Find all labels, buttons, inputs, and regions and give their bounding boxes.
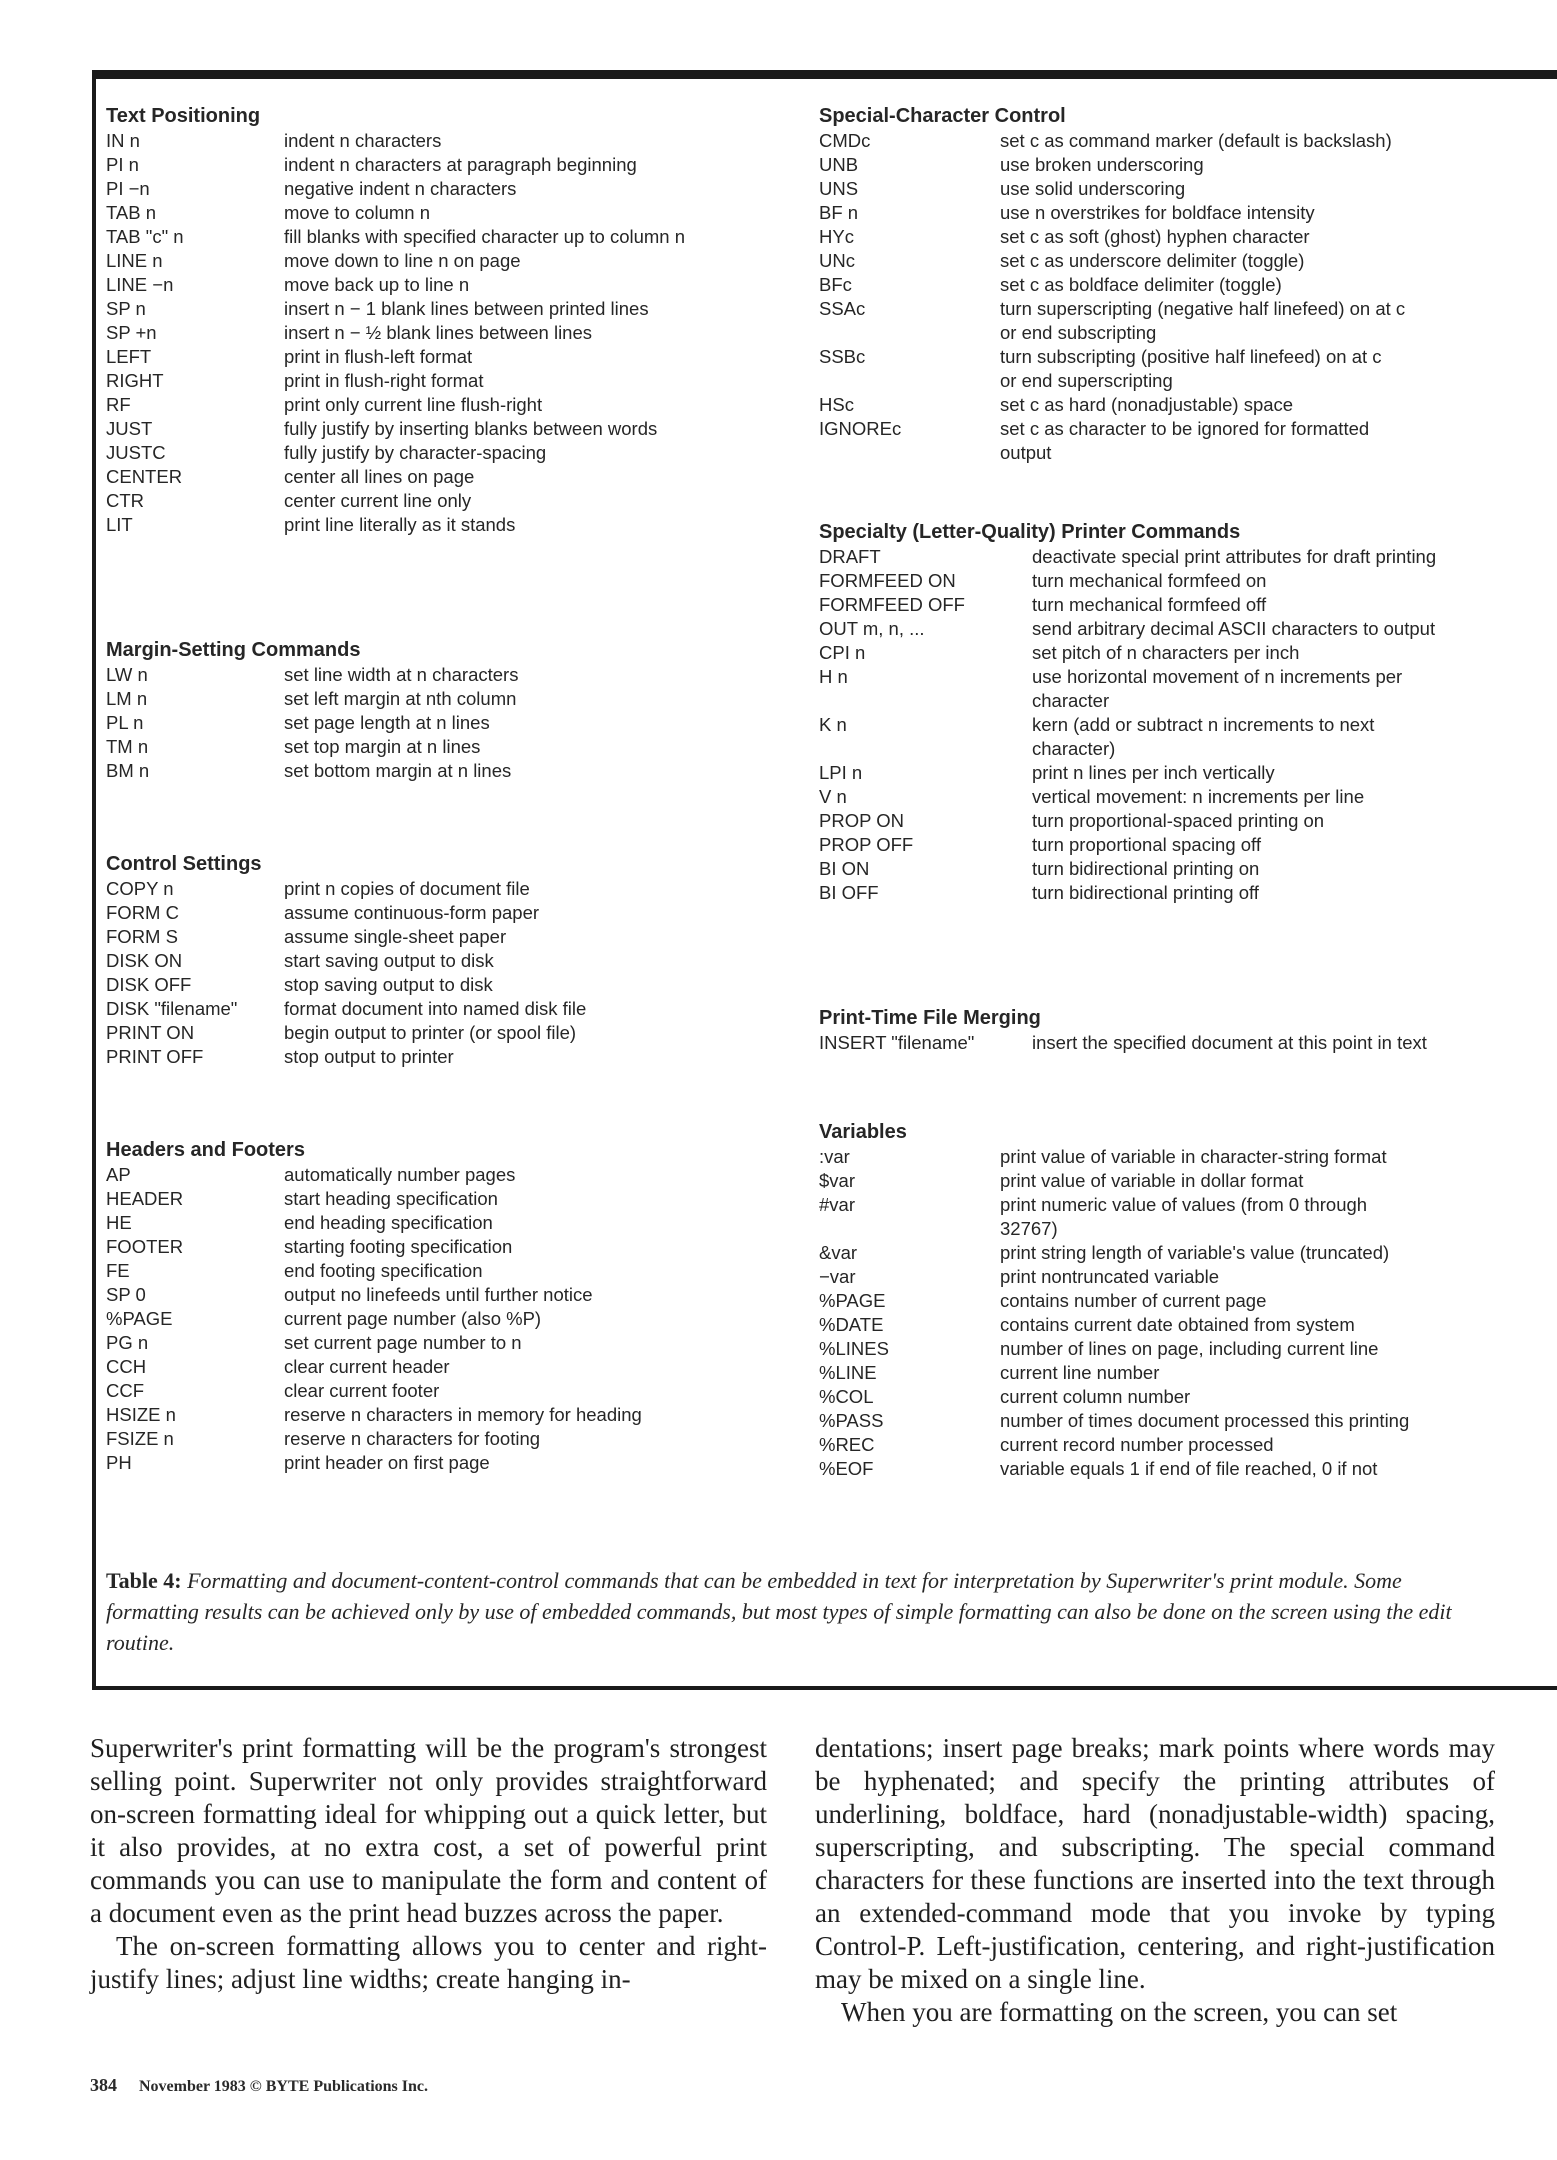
command-name: LM n — [106, 688, 148, 709]
command-description: indent n characters at paragraph beginning — [284, 154, 637, 175]
command-name: SP n — [106, 298, 146, 319]
command-row — [106, 1187, 806, 1211]
command-name: LPI n — [819, 762, 863, 783]
command-row — [819, 1169, 1557, 1193]
command-row — [819, 1193, 1557, 1217]
command-row — [819, 785, 1557, 809]
command-description: or end subscripting — [1000, 322, 1157, 343]
section-text-positioning — [106, 103, 806, 537]
command-name: K n — [819, 714, 847, 735]
command-name: UNS — [819, 178, 859, 199]
footer-credit: November 1983 © BYTE Publications Inc. — [139, 2078, 429, 2095]
command-row — [106, 1021, 806, 1045]
command-name: FOOTER — [106, 1236, 184, 1257]
command-name: PRINT ON — [106, 1022, 195, 1043]
command-name: CPI n — [819, 642, 866, 663]
command-description: print in flush-left format — [284, 346, 473, 367]
command-name: CMDc — [819, 130, 871, 151]
command-description: current column number — [1000, 1386, 1191, 1407]
command-row — [106, 877, 806, 901]
command-name: IGNOREc — [819, 418, 902, 439]
command-name: CTR — [106, 490, 145, 511]
command-name: RIGHT — [106, 370, 164, 391]
command-row — [106, 393, 806, 417]
command-row — [819, 1241, 1557, 1265]
command-description: variable equals 1 if end of file reached, 0 if not — [1000, 1458, 1378, 1479]
command-row — [106, 273, 806, 297]
command-name: FORMFEED OFF — [819, 594, 965, 615]
command-description: current line number — [1000, 1362, 1160, 1383]
command-row — [819, 641, 1557, 665]
command-description: or end superscripting — [1000, 370, 1173, 391]
command-name: $var — [819, 1170, 855, 1191]
command-row — [106, 513, 806, 537]
command-row — [819, 393, 1557, 417]
command-description: set current page number to n — [284, 1332, 522, 1353]
section-margin-setting — [106, 637, 806, 783]
command-row — [819, 1217, 1557, 1241]
command-name: %DATE — [819, 1314, 884, 1335]
command-description: print nontruncated variable — [1000, 1266, 1220, 1287]
command-name: LINE −n — [106, 274, 174, 295]
command-row — [819, 177, 1557, 201]
command-row — [106, 949, 806, 973]
command-name: SSBc — [819, 346, 866, 367]
command-description: print line literally as it stands — [284, 514, 516, 535]
command-name: BI OFF — [819, 882, 879, 903]
section-title: Control Settings — [106, 853, 262, 875]
command-name: %PASS — [819, 1410, 884, 1431]
command-row — [106, 345, 806, 369]
command-name: TAB "c" n — [106, 226, 184, 247]
command-description: 32767) — [1000, 1218, 1058, 1239]
command-row — [106, 225, 806, 249]
caption-text: Formatting and document-content-control commands that can be embedded in text for interpretation by Superwriter's print module. Some formatting results can be achieved only by use of embedded commands, but most types of simple formatting can also be done on the screen using the edit routine. — [106, 1568, 1452, 1655]
command-name: LIT — [106, 514, 133, 535]
section-title: Specialty (Letter-Quality) Printer Commands — [819, 521, 1241, 543]
command-name: PROP ON — [819, 810, 904, 831]
command-description: print value of variable in character-string format — [1000, 1146, 1387, 1167]
command-row — [106, 489, 806, 513]
command-row — [106, 249, 806, 273]
command-description: turn mechanical formfeed on — [1032, 570, 1267, 591]
command-name: TM n — [106, 736, 149, 757]
command-description: end heading specification — [284, 1212, 493, 1233]
command-description: insert n − ½ blank lines between lines — [284, 322, 593, 343]
command-description: end footing specification — [284, 1260, 483, 1281]
command-description: turn bidirectional printing on — [1032, 858, 1260, 879]
command-name: HE — [106, 1212, 132, 1233]
command-name: JUSTC — [106, 442, 166, 463]
command-name: PL n — [106, 712, 144, 733]
command-description: reserve n characters in memory for heading — [284, 1404, 642, 1425]
command-name: %PAGE — [819, 1290, 886, 1311]
command-name: FORM C — [106, 902, 179, 923]
section-control-settings — [106, 851, 806, 1069]
command-row — [819, 881, 1557, 905]
command-name: FORM S — [106, 926, 178, 947]
command-row — [819, 1289, 1557, 1313]
command-row — [106, 201, 806, 225]
command-description: use solid underscoring — [1000, 178, 1186, 199]
command-name: SP +n — [106, 322, 157, 343]
command-name: %LINES — [819, 1338, 889, 1359]
command-row — [819, 857, 1557, 881]
command-row — [819, 297, 1557, 321]
command-name: DISK "filename" — [106, 998, 238, 1019]
command-description: set c as command marker (default is backslash) — [1000, 130, 1392, 151]
command-name: &var — [819, 1242, 858, 1263]
command-description: contains number of current page — [1000, 1290, 1267, 1311]
command-description: indent n characters — [284, 130, 442, 151]
command-description: center current line only — [284, 490, 472, 511]
command-row — [106, 925, 806, 949]
command-description: current record number processed — [1000, 1434, 1274, 1455]
command-name: LINE n — [106, 250, 163, 271]
command-description: set left margin at nth column — [284, 688, 517, 709]
command-description: use horizontal movement of n increments per — [1032, 666, 1403, 687]
command-description: print numeric value of values (from 0 through — [1000, 1194, 1368, 1215]
command-description: move down to line n on page — [284, 250, 521, 271]
command-name: PRINT OFF — [106, 1046, 204, 1067]
command-description: insert n − 1 blank lines between printed lines — [284, 298, 649, 319]
command-row — [106, 1045, 806, 1069]
command-row — [106, 369, 806, 393]
section-special-character-control — [819, 103, 1557, 465]
command-description: move to column n — [284, 202, 431, 223]
section-title: Variables — [819, 1121, 907, 1143]
body-column-left — [90, 1732, 767, 1996]
command-name: PI −n — [106, 178, 150, 199]
command-name: %PAGE — [106, 1308, 173, 1329]
body-paragraph: The on-screen formatting allows you to center and right-justify lines; adjust line widths; create hanging in- — [90, 1931, 767, 1994]
command-description: current page number (also %P) — [284, 1308, 542, 1329]
caption-label: Table 4: — [106, 1568, 182, 1593]
command-row — [819, 689, 1557, 713]
command-row — [106, 321, 806, 345]
section-title: Special-Character Control — [819, 105, 1066, 127]
command-description: turn subscripting (positive half linefeed) on at c — [1000, 346, 1382, 367]
command-row — [106, 417, 806, 441]
command-name: CENTER — [106, 466, 183, 487]
command-description: clear current footer — [284, 1380, 440, 1401]
command-description: start heading specification — [284, 1188, 498, 1209]
command-description: set page length at n lines — [284, 712, 490, 733]
command-row — [106, 1163, 806, 1187]
body-paragraph: When you are formatting on the screen, you can set — [841, 1997, 1398, 2027]
section-title: Margin-Setting Commands — [106, 639, 361, 661]
command-name: HEADER — [106, 1188, 184, 1209]
command-row — [819, 737, 1557, 761]
section-headers-footers — [106, 1137, 806, 1475]
command-row — [819, 201, 1557, 225]
command-name: BFc — [819, 274, 852, 295]
command-description: character) — [1032, 738, 1116, 759]
command-description: center all lines on page — [284, 466, 475, 487]
command-row — [106, 129, 806, 153]
command-name: LEFT — [106, 346, 152, 367]
table-caption — [106, 1565, 1476, 1658]
command-description: set pitch of n characters per inch — [1032, 642, 1300, 663]
command-name: #var — [819, 1194, 855, 1215]
command-name: FORMFEED ON — [819, 570, 956, 591]
command-description: character — [1032, 690, 1110, 711]
command-row — [106, 1235, 806, 1259]
command-name: HSIZE n — [106, 1404, 176, 1425]
command-name: FE — [106, 1260, 130, 1281]
body-paragraph: Superwriter's print formatting will be the program's strongest selling point. Superwriter not only provides straightforward on-screen formatting ideal for whipping out a quick letter, but it also provides, at no extra cost, a set of powerful print commands you can use to manipulate the form and content of a document even as the print head buzzes across the paper. — [90, 1733, 767, 1928]
command-name: LW n — [106, 664, 148, 685]
command-row — [106, 711, 806, 735]
command-row — [819, 225, 1557, 249]
page-number: 384 — [90, 2075, 117, 2095]
section-variables — [819, 1119, 1557, 1481]
command-row — [819, 1145, 1557, 1169]
command-row — [819, 1433, 1557, 1457]
command-description: negative indent n characters — [284, 178, 517, 199]
command-row — [106, 177, 806, 201]
command-description: print n lines per inch vertically — [1032, 762, 1275, 783]
command-description: contains current date obtained from system — [1000, 1314, 1355, 1335]
command-name: SP 0 — [106, 1284, 146, 1305]
command-description: print in flush-right format — [284, 370, 484, 391]
command-row — [819, 761, 1557, 785]
command-row — [106, 687, 806, 711]
command-row — [819, 1265, 1557, 1289]
command-row — [819, 1385, 1557, 1409]
command-name: %REC — [819, 1434, 875, 1455]
command-name: AP — [106, 1164, 131, 1185]
command-description: turn proportional-spaced printing on — [1032, 810, 1325, 831]
command-description: set c as soft (ghost) hyphen character — [1000, 226, 1310, 247]
command-row — [106, 441, 806, 465]
command-description: use n overstrikes for boldface intensity — [1000, 202, 1315, 223]
command-description: automatically number pages — [284, 1164, 516, 1185]
command-description: starting footing specification — [284, 1236, 513, 1257]
command-description: print string length of variable's value (truncated) — [1000, 1242, 1390, 1263]
page-footer — [90, 2075, 428, 2096]
command-row — [819, 593, 1557, 617]
command-description: turn superscripting (negative half linefeed) on at c — [1000, 298, 1406, 319]
command-row — [819, 249, 1557, 273]
command-name: HYc — [819, 226, 854, 247]
command-name: INSERT "filename" — [819, 1032, 975, 1053]
command-row — [106, 973, 806, 997]
section-title: Text Positioning — [106, 105, 261, 127]
command-row — [106, 297, 806, 321]
command-description: number of lines on page, including current line — [1000, 1338, 1379, 1359]
command-row — [106, 1283, 806, 1307]
command-name: PH — [106, 1452, 132, 1473]
command-row — [819, 617, 1557, 641]
command-row — [106, 1451, 806, 1475]
command-description: fully justify by character-spacing — [284, 442, 547, 463]
command-row — [819, 1337, 1557, 1361]
command-name: BM n — [106, 760, 150, 781]
command-row — [819, 153, 1557, 177]
command-row — [106, 1259, 806, 1283]
command-description: fully justify by inserting blanks between words — [284, 418, 658, 439]
command-row — [819, 129, 1557, 153]
command-name: RF — [106, 394, 131, 415]
command-description: set c as boldface delimiter (toggle) — [1000, 274, 1282, 295]
command-row — [106, 997, 806, 1021]
command-description: print value of variable in dollar format — [1000, 1170, 1304, 1191]
command-name: BI ON — [819, 858, 870, 879]
command-description: print n copies of document file — [284, 878, 530, 899]
command-name: UNc — [819, 250, 855, 271]
section-printer-commands — [819, 519, 1557, 905]
command-description: set c as hard (nonadjustable) space — [1000, 394, 1294, 415]
command-row — [819, 417, 1557, 441]
command-description: turn bidirectional printing off — [1032, 882, 1259, 903]
command-description: move back up to line n — [284, 274, 470, 295]
command-description: set c as underscore delimiter (toggle) — [1000, 250, 1305, 271]
command-name: HSc — [819, 394, 854, 415]
command-name: :var — [819, 1146, 850, 1167]
command-description: begin output to printer (or spool file) — [284, 1022, 577, 1043]
command-description: number of times document processed this printing — [1000, 1410, 1410, 1431]
command-row — [106, 1307, 806, 1331]
command-name: PI n — [106, 154, 139, 175]
command-row — [819, 833, 1557, 857]
command-row — [819, 809, 1557, 833]
command-description: vertical movement: n increments per line — [1032, 786, 1365, 807]
command-row — [819, 321, 1557, 345]
command-row — [106, 1331, 806, 1355]
command-row — [819, 665, 1557, 689]
command-row — [819, 1031, 1557, 1055]
command-row — [106, 735, 806, 759]
command-name: −var — [819, 1266, 856, 1287]
command-name: BF n — [819, 202, 859, 223]
command-name: TAB n — [106, 202, 157, 223]
command-description: use broken underscoring — [1000, 154, 1204, 175]
command-row — [819, 369, 1557, 393]
command-name: %EOF — [819, 1458, 874, 1479]
command-description: kern (add or subtract n increments to next — [1032, 714, 1375, 735]
command-name: OUT m, n, ... — [819, 618, 925, 639]
command-description: clear current header — [284, 1356, 450, 1377]
command-description: turn proportional spacing off — [1032, 834, 1262, 855]
command-description: assume continuous-form paper — [284, 902, 540, 923]
command-name: PG n — [106, 1332, 149, 1353]
command-description: assume single-sheet paper — [284, 926, 507, 947]
body-column-right — [815, 1732, 1495, 2029]
command-row — [106, 465, 806, 489]
command-name: SSAc — [819, 298, 866, 319]
section-title: Print-Time File Merging — [819, 1007, 1041, 1029]
command-name: V n — [819, 786, 847, 807]
command-row — [106, 663, 806, 687]
command-name: DISK ON — [106, 950, 183, 971]
command-name: DRAFT — [819, 546, 881, 567]
command-description: stop output to printer — [284, 1046, 454, 1067]
command-row — [106, 1211, 806, 1235]
command-description: set c as character to be ignored for formatted — [1000, 418, 1370, 439]
command-description: stop saving output to disk — [284, 974, 493, 995]
command-description: start saving output to disk — [284, 950, 494, 971]
command-description: output — [1000, 442, 1052, 463]
command-row — [106, 759, 806, 783]
command-name: IN n — [106, 130, 140, 151]
command-row — [819, 1457, 1557, 1481]
command-row — [106, 1379, 806, 1403]
command-name: CCH — [106, 1356, 147, 1377]
command-description: print header on first page — [284, 1452, 490, 1473]
command-row — [106, 1355, 806, 1379]
command-row — [106, 1427, 806, 1451]
command-description: format document into named disk file — [284, 998, 587, 1019]
command-name: %COL — [819, 1386, 874, 1407]
command-description: fill blanks with specified character up to column n — [284, 226, 686, 247]
command-row — [819, 345, 1557, 369]
command-name: PROP OFF — [819, 834, 914, 855]
command-row — [819, 441, 1557, 465]
command-description: insert the specified document at this point in text — [1032, 1032, 1427, 1053]
command-description: deactivate special print attributes for draft printing — [1032, 546, 1437, 567]
command-row — [819, 569, 1557, 593]
command-name: JUST — [106, 418, 153, 439]
command-description: set line width at n characters — [284, 664, 519, 685]
command-description: print only current line flush-right — [284, 394, 543, 415]
section-title: Headers and Footers — [106, 1139, 305, 1161]
command-row — [106, 901, 806, 925]
body-paragraph: dentations; insert page breaks; mark points where words may be hyphenated; and specify the printing attributes of underlining, boldface, hard (nonadjustable-width) spacing, superscripting, and subscripting. The special command characters for these functions are inserted into the text through an extended-command mode that you invoke by typing Control-P. Left-justification, centering, and right-justification may be mixed on a single line. — [815, 1733, 1495, 1994]
command-name: COPY n — [106, 878, 174, 899]
command-description: reserve n characters for footing — [284, 1428, 541, 1449]
command-name: H n — [819, 666, 848, 687]
command-name: DISK OFF — [106, 974, 192, 995]
command-row — [819, 545, 1557, 569]
command-name: FSIZE n — [106, 1428, 174, 1449]
command-row — [106, 153, 806, 177]
command-description: output no linefeeds until further notice — [284, 1284, 593, 1305]
command-row — [819, 1409, 1557, 1433]
command-description: send arbitrary decimal ASCII characters to output — [1032, 618, 1436, 639]
command-description: set bottom margin at n lines — [284, 760, 512, 781]
command-row — [819, 1361, 1557, 1385]
command-row — [819, 273, 1557, 297]
command-description: set top margin at n lines — [284, 736, 481, 757]
command-description: turn mechanical formfeed off — [1032, 594, 1267, 615]
command-name: %LINE — [819, 1362, 877, 1383]
section-file-merging — [819, 1005, 1557, 1055]
command-row — [106, 1403, 806, 1427]
command-table — [92, 70, 1557, 1690]
command-name: UNB — [819, 154, 859, 175]
command-row — [819, 1313, 1557, 1337]
command-row — [819, 713, 1557, 737]
command-name: CCF — [106, 1380, 145, 1401]
